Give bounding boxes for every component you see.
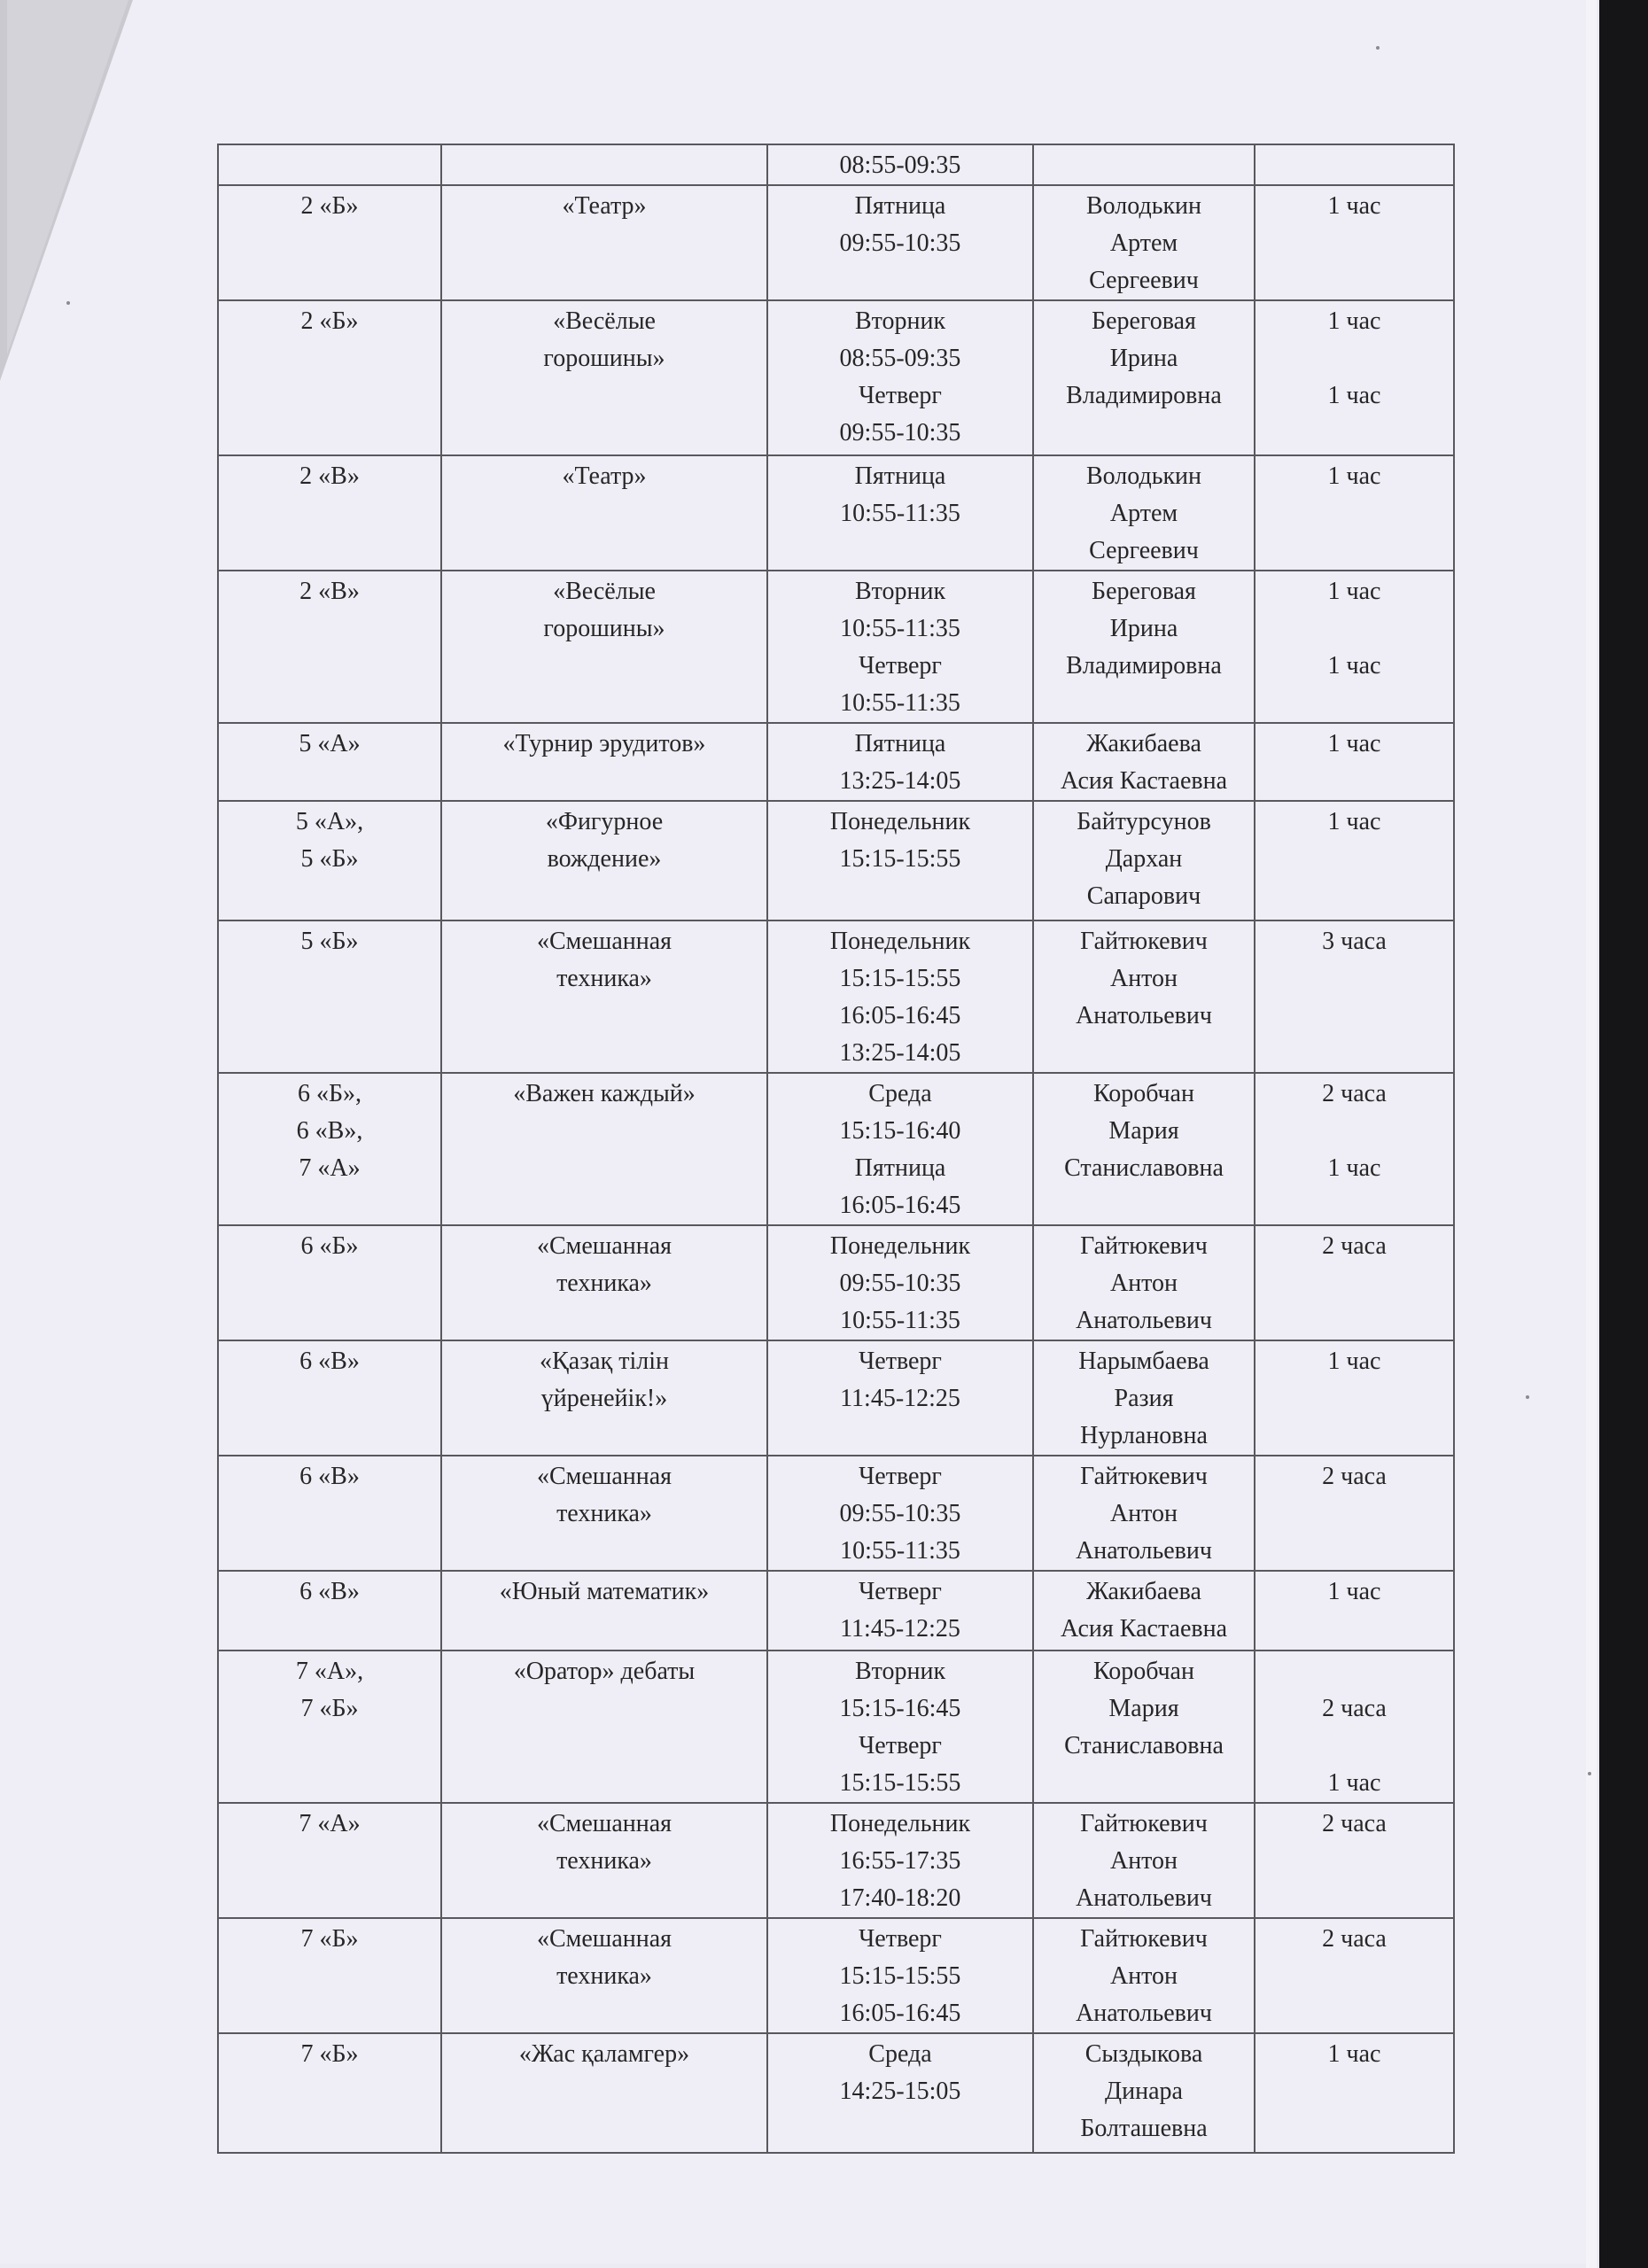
club-name-cell <box>441 300 767 455</box>
class-line: 6 «В» <box>299 1578 360 1605</box>
class-line: 6 «В» <box>299 1348 360 1375</box>
hours-cell <box>1255 1803 1454 1918</box>
hours-line: 1 час <box>1327 1769 1381 1797</box>
hours-cell <box>1255 185 1454 300</box>
teacher-cell <box>1033 1918 1255 2033</box>
class-line: 2 «Б» <box>300 192 359 220</box>
class-cell <box>218 920 441 1073</box>
teacher-cell <box>1033 144 1255 185</box>
hours-line: 2 часа <box>1322 1232 1387 1260</box>
schedule-time-line: Пятница <box>854 1154 946 1182</box>
teacher-cell <box>1033 1571 1255 1651</box>
hours-line: 1 час <box>1327 1154 1381 1182</box>
hours-line <box>1261 610 1448 648</box>
class-cell <box>218 1571 441 1651</box>
teacher-line: Станиславовна <box>1064 1732 1224 1759</box>
schedule-time-line: 15:15-15:55 <box>839 1769 961 1797</box>
club-name-cell <box>441 723 767 801</box>
schedule-time-line: Среда <box>868 2040 932 2068</box>
schedule-time-line: Четверг <box>859 1925 942 1953</box>
club-name-line: «Театр» <box>562 192 647 220</box>
teacher-line: Владимировна <box>1066 652 1222 680</box>
hours-cell <box>1255 1073 1454 1225</box>
teacher-line: Антон <box>1109 1847 1178 1875</box>
schedule-time-line: 15:15-15:55 <box>839 965 961 992</box>
schedule-time-line: 10:55-11:35 <box>840 500 960 527</box>
hours-line: 1 час <box>1327 462 1381 490</box>
schedule-time-cell <box>767 1571 1033 1651</box>
hours-line: 2 часа <box>1322 1810 1387 1837</box>
class-line: 5 «А» <box>299 730 361 757</box>
schedule-time-line: Четверг <box>859 652 942 680</box>
teacher-cell <box>1033 723 1255 801</box>
club-name-cell <box>441 1073 767 1225</box>
schedule-time-line: 15:15-15:55 <box>839 1962 961 1990</box>
hours-cell <box>1255 144 1454 185</box>
table-row <box>218 1456 1454 1571</box>
schedule-time-line: Четверг <box>859 1348 942 1375</box>
hours-cell <box>1255 455 1454 571</box>
teacher-line: Асия Кастаевна <box>1060 1615 1228 1643</box>
class-cell <box>218 1073 441 1225</box>
hours-line: 2 часа <box>1322 1080 1387 1107</box>
teacher-line: Гайтюкевич <box>1080 1810 1208 1837</box>
club-name-line: «Смешанная <box>536 928 672 955</box>
class-cell <box>218 185 441 300</box>
hours-cell <box>1255 920 1454 1073</box>
teacher-line: Нурлановна <box>1080 1422 1208 1449</box>
page-edge <box>1586 0 1597 2268</box>
teacher-line: Гайтюкевич <box>1080 1232 1208 1260</box>
schedule-time-line: Четверг <box>859 1578 942 1605</box>
hours-line: 1 час <box>1327 192 1381 220</box>
schedule-time-line: 16:05-16:45 <box>839 1192 961 1219</box>
class-line: 5 «Б» <box>300 928 359 955</box>
schedule-time-cell <box>767 300 1033 455</box>
class-cell <box>218 144 441 185</box>
schedule-time-line: 09:55-10:35 <box>839 1270 961 1297</box>
teacher-line: Береговая <box>1092 307 1196 335</box>
class-line: 5 «Б» <box>300 845 359 873</box>
table-row <box>218 144 1454 185</box>
hours-line <box>1261 1728 1448 1765</box>
hours-line: 1 час <box>1327 2040 1381 2068</box>
teacher-line: Байтурсунов <box>1077 808 1211 835</box>
teacher-cell <box>1033 455 1255 571</box>
class-cell <box>218 801 441 920</box>
schedule-time-line: 11:45-12:25 <box>840 1615 960 1643</box>
hours-line: 1 час <box>1327 578 1381 605</box>
teacher-line: Антон <box>1109 1270 1178 1297</box>
hours-line <box>1261 340 1448 377</box>
club-name-line: техника» <box>556 965 652 992</box>
club-name-line: «Юный математик» <box>499 1578 710 1605</box>
teacher-cell <box>1033 185 1255 300</box>
schedule-table-body <box>218 144 1454 2153</box>
table-row <box>218 1225 1454 1340</box>
table-row <box>218 1571 1454 1651</box>
club-name-line: горошины» <box>543 345 665 372</box>
teacher-cell <box>1033 801 1255 920</box>
schedule-time-line: Четверг <box>859 1463 942 1490</box>
class-cell <box>218 1225 441 1340</box>
club-name-line: «Жас қаламгер» <box>518 2040 690 2068</box>
club-name-cell <box>441 2033 767 2153</box>
club-name-line: «Весёлые <box>553 307 656 335</box>
teacher-line: Володькин <box>1085 462 1202 490</box>
hours-cell <box>1255 1225 1454 1340</box>
schedule-time-line: 09:55-10:35 <box>839 419 961 447</box>
schedule-time-cell <box>767 801 1033 920</box>
teacher-line: Жакибаева <box>1086 1578 1201 1605</box>
schedule-time-cell <box>767 1225 1033 1340</box>
schedule-time-line: Понедельник <box>829 1232 971 1260</box>
table-row <box>218 571 1454 723</box>
schedule-time-cell <box>767 455 1033 571</box>
teacher-line: Сыздыкова <box>1084 2040 1203 2068</box>
hours-line: 1 час <box>1327 382 1381 409</box>
class-line: 6 «Б», <box>297 1080 362 1107</box>
schedule-time-line: 15:15-16:45 <box>839 1695 961 1722</box>
teacher-line: Антон <box>1109 1500 1178 1527</box>
teacher-line: Гайтюкевич <box>1080 1925 1208 1953</box>
teacher-line: Сапарович <box>1086 882 1201 910</box>
class-line: 2 «В» <box>299 462 360 490</box>
schedule-time-line: 10:55-11:35 <box>840 689 960 717</box>
hours-cell <box>1255 2033 1454 2153</box>
club-name-cell <box>441 1651 767 1803</box>
teacher-line: Динара <box>1105 2078 1183 2105</box>
teacher-line: Коробчан <box>1093 1080 1194 1107</box>
schedule-time-cell <box>767 1651 1033 1803</box>
teacher-line: Береговая <box>1092 578 1196 605</box>
club-name-line: «Турнир эрудитов» <box>502 730 706 757</box>
hours-line: 2 часа <box>1322 1463 1387 1490</box>
club-name-cell <box>441 144 767 185</box>
schedule-time-line: Вторник <box>854 1658 946 1685</box>
teacher-line: Володькин <box>1085 192 1202 220</box>
class-cell <box>218 1340 441 1456</box>
teacher-line: Станиславовна <box>1064 1154 1224 1182</box>
table-row <box>218 723 1454 801</box>
hours-cell <box>1255 1651 1454 1803</box>
club-name-line: «Важен каждый» <box>513 1080 696 1107</box>
scan-speck <box>1526 1395 1529 1399</box>
club-name-line: «Оратор» дебаты <box>513 1658 696 1685</box>
hours-cell <box>1255 723 1454 801</box>
club-name-cell <box>441 185 767 300</box>
hours-line: 1 час <box>1327 730 1381 757</box>
schedule-time-line: Понедельник <box>829 808 971 835</box>
teacher-cell <box>1033 1225 1255 1340</box>
schedule-time-line: 08:55-09:35 <box>839 345 961 372</box>
club-name-line: «Смешанная <box>536 1232 672 1260</box>
hours-line: 1 час <box>1327 1348 1381 1375</box>
teacher-cell <box>1033 1340 1255 1456</box>
teacher-line: Ирина <box>1109 615 1178 642</box>
class-line: 6 «В», <box>296 1117 363 1145</box>
scan-speck <box>1376 46 1380 50</box>
club-name-line: вождение» <box>547 845 662 873</box>
club-name-cell <box>441 1456 767 1571</box>
teacher-line: Жакибаева <box>1086 730 1201 757</box>
teacher-line: Сергеевич <box>1089 537 1199 564</box>
club-name-line: «Смешанная <box>536 1810 672 1837</box>
schedule-time-line: 16:05-16:45 <box>839 1002 961 1029</box>
schedule-time-line: 10:55-11:35 <box>840 615 960 642</box>
schedule-time-line: Понедельник <box>829 928 971 955</box>
club-name-cell <box>441 801 767 920</box>
class-cell <box>218 723 441 801</box>
teacher-line: Анатольевич <box>1076 1307 1212 1334</box>
teacher-cell <box>1033 1651 1255 1803</box>
hours-line <box>1261 1113 1448 1150</box>
schedule-time-line: Пятница <box>854 730 946 757</box>
club-name-line: үйренейік!» <box>540 1385 668 1412</box>
hours-line: 2 часа <box>1322 1695 1387 1722</box>
teacher-line: Анатольевич <box>1076 1884 1212 1912</box>
table-row <box>218 455 1454 571</box>
club-name-cell <box>441 455 767 571</box>
teacher-line: Анатольевич <box>1076 1537 1212 1565</box>
class-line: 7 «А», <box>295 1658 364 1685</box>
schedule-time-line: Вторник <box>854 578 946 605</box>
teacher-line: Гайтюкевич <box>1080 928 1208 955</box>
class-cell <box>218 1918 441 2033</box>
schedule-time-line: Пятница <box>854 192 946 220</box>
schedule-time-line: Среда <box>868 1080 932 1107</box>
class-line: 7 «Б» <box>300 1695 359 1722</box>
class-line: 7 «Б» <box>300 2040 359 2068</box>
hours-line: 1 час <box>1327 307 1381 335</box>
table-row <box>218 1918 1454 2033</box>
teacher-line: Мария <box>1108 1695 1179 1722</box>
schedule-time-line: 13:25-14:05 <box>839 767 961 795</box>
table-row <box>218 2033 1454 2153</box>
schedule-time-line: 13:25-14:05 <box>839 1039 961 1067</box>
club-name-line: «Қазақ тілін <box>540 1348 669 1375</box>
teacher-line: Сергеевич <box>1089 267 1199 294</box>
class-line: 6 «Б» <box>300 1232 359 1260</box>
class-cell <box>218 1456 441 1571</box>
table-row <box>218 920 1454 1073</box>
hours-cell <box>1255 1456 1454 1571</box>
hours-line: 2 часа <box>1322 1925 1387 1953</box>
teacher-line: Нарымбаева <box>1078 1348 1209 1375</box>
hours-cell <box>1255 1340 1454 1456</box>
schedule-time-line: 09:55-10:35 <box>839 1500 961 1527</box>
teacher-line: Анатольевич <box>1076 1002 1212 1029</box>
club-name-cell <box>441 1225 767 1340</box>
schedule-time-line: 16:05-16:45 <box>839 2000 961 2027</box>
club-name-cell <box>441 1918 767 2033</box>
schedule-time-line: Четверг <box>859 1732 942 1759</box>
teacher-line: Анатольевич <box>1076 2000 1212 2027</box>
schedule-time-cell <box>767 723 1033 801</box>
hours-line: 1 час <box>1327 652 1381 680</box>
schedule-time-line: 09:55-10:35 <box>839 229 961 257</box>
schedule-time-cell <box>767 1340 1033 1456</box>
schedule-time-line: Четверг <box>859 382 942 409</box>
teacher-cell <box>1033 2033 1255 2153</box>
schedule-time-line: Пятница <box>854 462 946 490</box>
hours-cell <box>1255 1918 1454 2033</box>
club-name-line: техника» <box>556 1270 652 1297</box>
hours-line: 1 час <box>1327 1578 1381 1605</box>
club-name-line: «Театр» <box>562 462 647 490</box>
teacher-line: Ирина <box>1109 345 1178 372</box>
teacher-line: Антон <box>1109 965 1178 992</box>
teacher-line: Антон <box>1109 1962 1178 1990</box>
hours-cell <box>1255 1571 1454 1651</box>
teacher-cell <box>1033 571 1255 723</box>
club-name-line: «Смешанная <box>536 1463 672 1490</box>
club-name-line: «Смешанная <box>536 1925 672 1953</box>
club-name-line: «Фигурное <box>545 808 664 835</box>
teacher-cell <box>1033 920 1255 1073</box>
class-cell <box>218 1651 441 1803</box>
schedule-time-cell <box>767 1456 1033 1571</box>
club-name-line: техника» <box>556 1500 652 1527</box>
schedule-time-line: 10:55-11:35 <box>840 1307 960 1334</box>
class-line: 7 «А» <box>299 1154 361 1182</box>
table-row <box>218 1340 1454 1456</box>
schedule-time-cell <box>767 571 1033 723</box>
class-cell <box>218 455 441 571</box>
club-name-line: горошины» <box>543 615 665 642</box>
class-cell <box>218 571 441 723</box>
teacher-line: Артем <box>1109 229 1178 257</box>
teacher-line: Коробчан <box>1093 1658 1194 1685</box>
schedule-time-line: 16:55-17:35 <box>839 1847 961 1875</box>
schedule-time-line: 15:15-16:40 <box>839 1117 961 1145</box>
teacher-cell <box>1033 1456 1255 1571</box>
schedule-time-cell <box>767 2033 1033 2153</box>
schedule-time-line: Вторник <box>854 307 946 335</box>
teacher-line: Асия Кастаевна <box>1060 767 1228 795</box>
club-name-line: техника» <box>556 1847 652 1875</box>
class-line: 7 «Б» <box>300 1925 359 1953</box>
teacher-line: Разия <box>1114 1385 1174 1412</box>
table-row <box>218 1073 1454 1225</box>
class-line: 2 «В» <box>299 578 360 605</box>
hours-cell <box>1255 801 1454 920</box>
schedule-time-line: 15:15-15:55 <box>839 845 961 873</box>
table-row <box>218 1651 1454 1803</box>
schedule-time-cell <box>767 1803 1033 1918</box>
teacher-cell <box>1033 1803 1255 1918</box>
schedule-time-cell <box>767 144 1033 185</box>
hours-line: 1 час <box>1327 808 1381 835</box>
teacher-line: Дархан <box>1105 845 1183 873</box>
scan-speck <box>66 301 70 305</box>
schedule-time-line: 10:55-11:35 <box>840 1537 960 1565</box>
teacher-cell <box>1033 300 1255 455</box>
schedule-time-cell <box>767 1918 1033 2033</box>
club-name-cell <box>441 1571 767 1651</box>
club-name-line: «Весёлые <box>553 578 656 605</box>
teacher-line: Мария <box>1108 1117 1179 1145</box>
hours-line <box>1261 1653 1448 1690</box>
table-row <box>218 1803 1454 1918</box>
teacher-line: Болташевна <box>1080 2115 1208 2142</box>
table-row <box>218 300 1454 455</box>
schedule-time-line: 14:25-15:05 <box>839 2078 961 2105</box>
club-name-cell <box>441 920 767 1073</box>
class-line: 2 «Б» <box>300 307 359 335</box>
schedule-time-cell <box>767 1073 1033 1225</box>
hours-cell <box>1255 571 1454 723</box>
class-cell <box>218 300 441 455</box>
club-name-cell <box>441 1803 767 1918</box>
schedule-time-cell <box>767 920 1033 1073</box>
club-name-cell <box>441 1340 767 1456</box>
table-row <box>218 185 1454 300</box>
teacher-line: Гайтюкевич <box>1080 1463 1208 1490</box>
club-name-line: техника» <box>556 1962 652 1990</box>
class-line: 7 «А» <box>299 1810 361 1837</box>
schedule-time-cell <box>767 185 1033 300</box>
scan-speck <box>1588 1772 1591 1775</box>
schedule-time-line: Понедельник <box>829 1810 971 1837</box>
teacher-cell <box>1033 1073 1255 1225</box>
schedule-time-line: 08:55-09:35 <box>839 151 961 179</box>
table-row <box>218 801 1454 920</box>
schedule-time-line: 17:40-18:20 <box>839 1884 961 1912</box>
hours-cell <box>1255 300 1454 455</box>
class-cell <box>218 1803 441 1918</box>
club-name-cell <box>441 571 767 723</box>
class-line: 5 «А», <box>295 808 364 835</box>
schedule-table <box>217 144 1455 2154</box>
teacher-line: Артем <box>1109 500 1178 527</box>
teacher-line: Владимировна <box>1066 382 1222 409</box>
class-line: 6 «В» <box>299 1463 360 1490</box>
schedule-time-line: 11:45-12:25 <box>840 1385 960 1412</box>
scanner-border <box>1599 0 1648 2268</box>
class-cell <box>218 2033 441 2153</box>
hours-line: 3 часа <box>1322 928 1387 955</box>
